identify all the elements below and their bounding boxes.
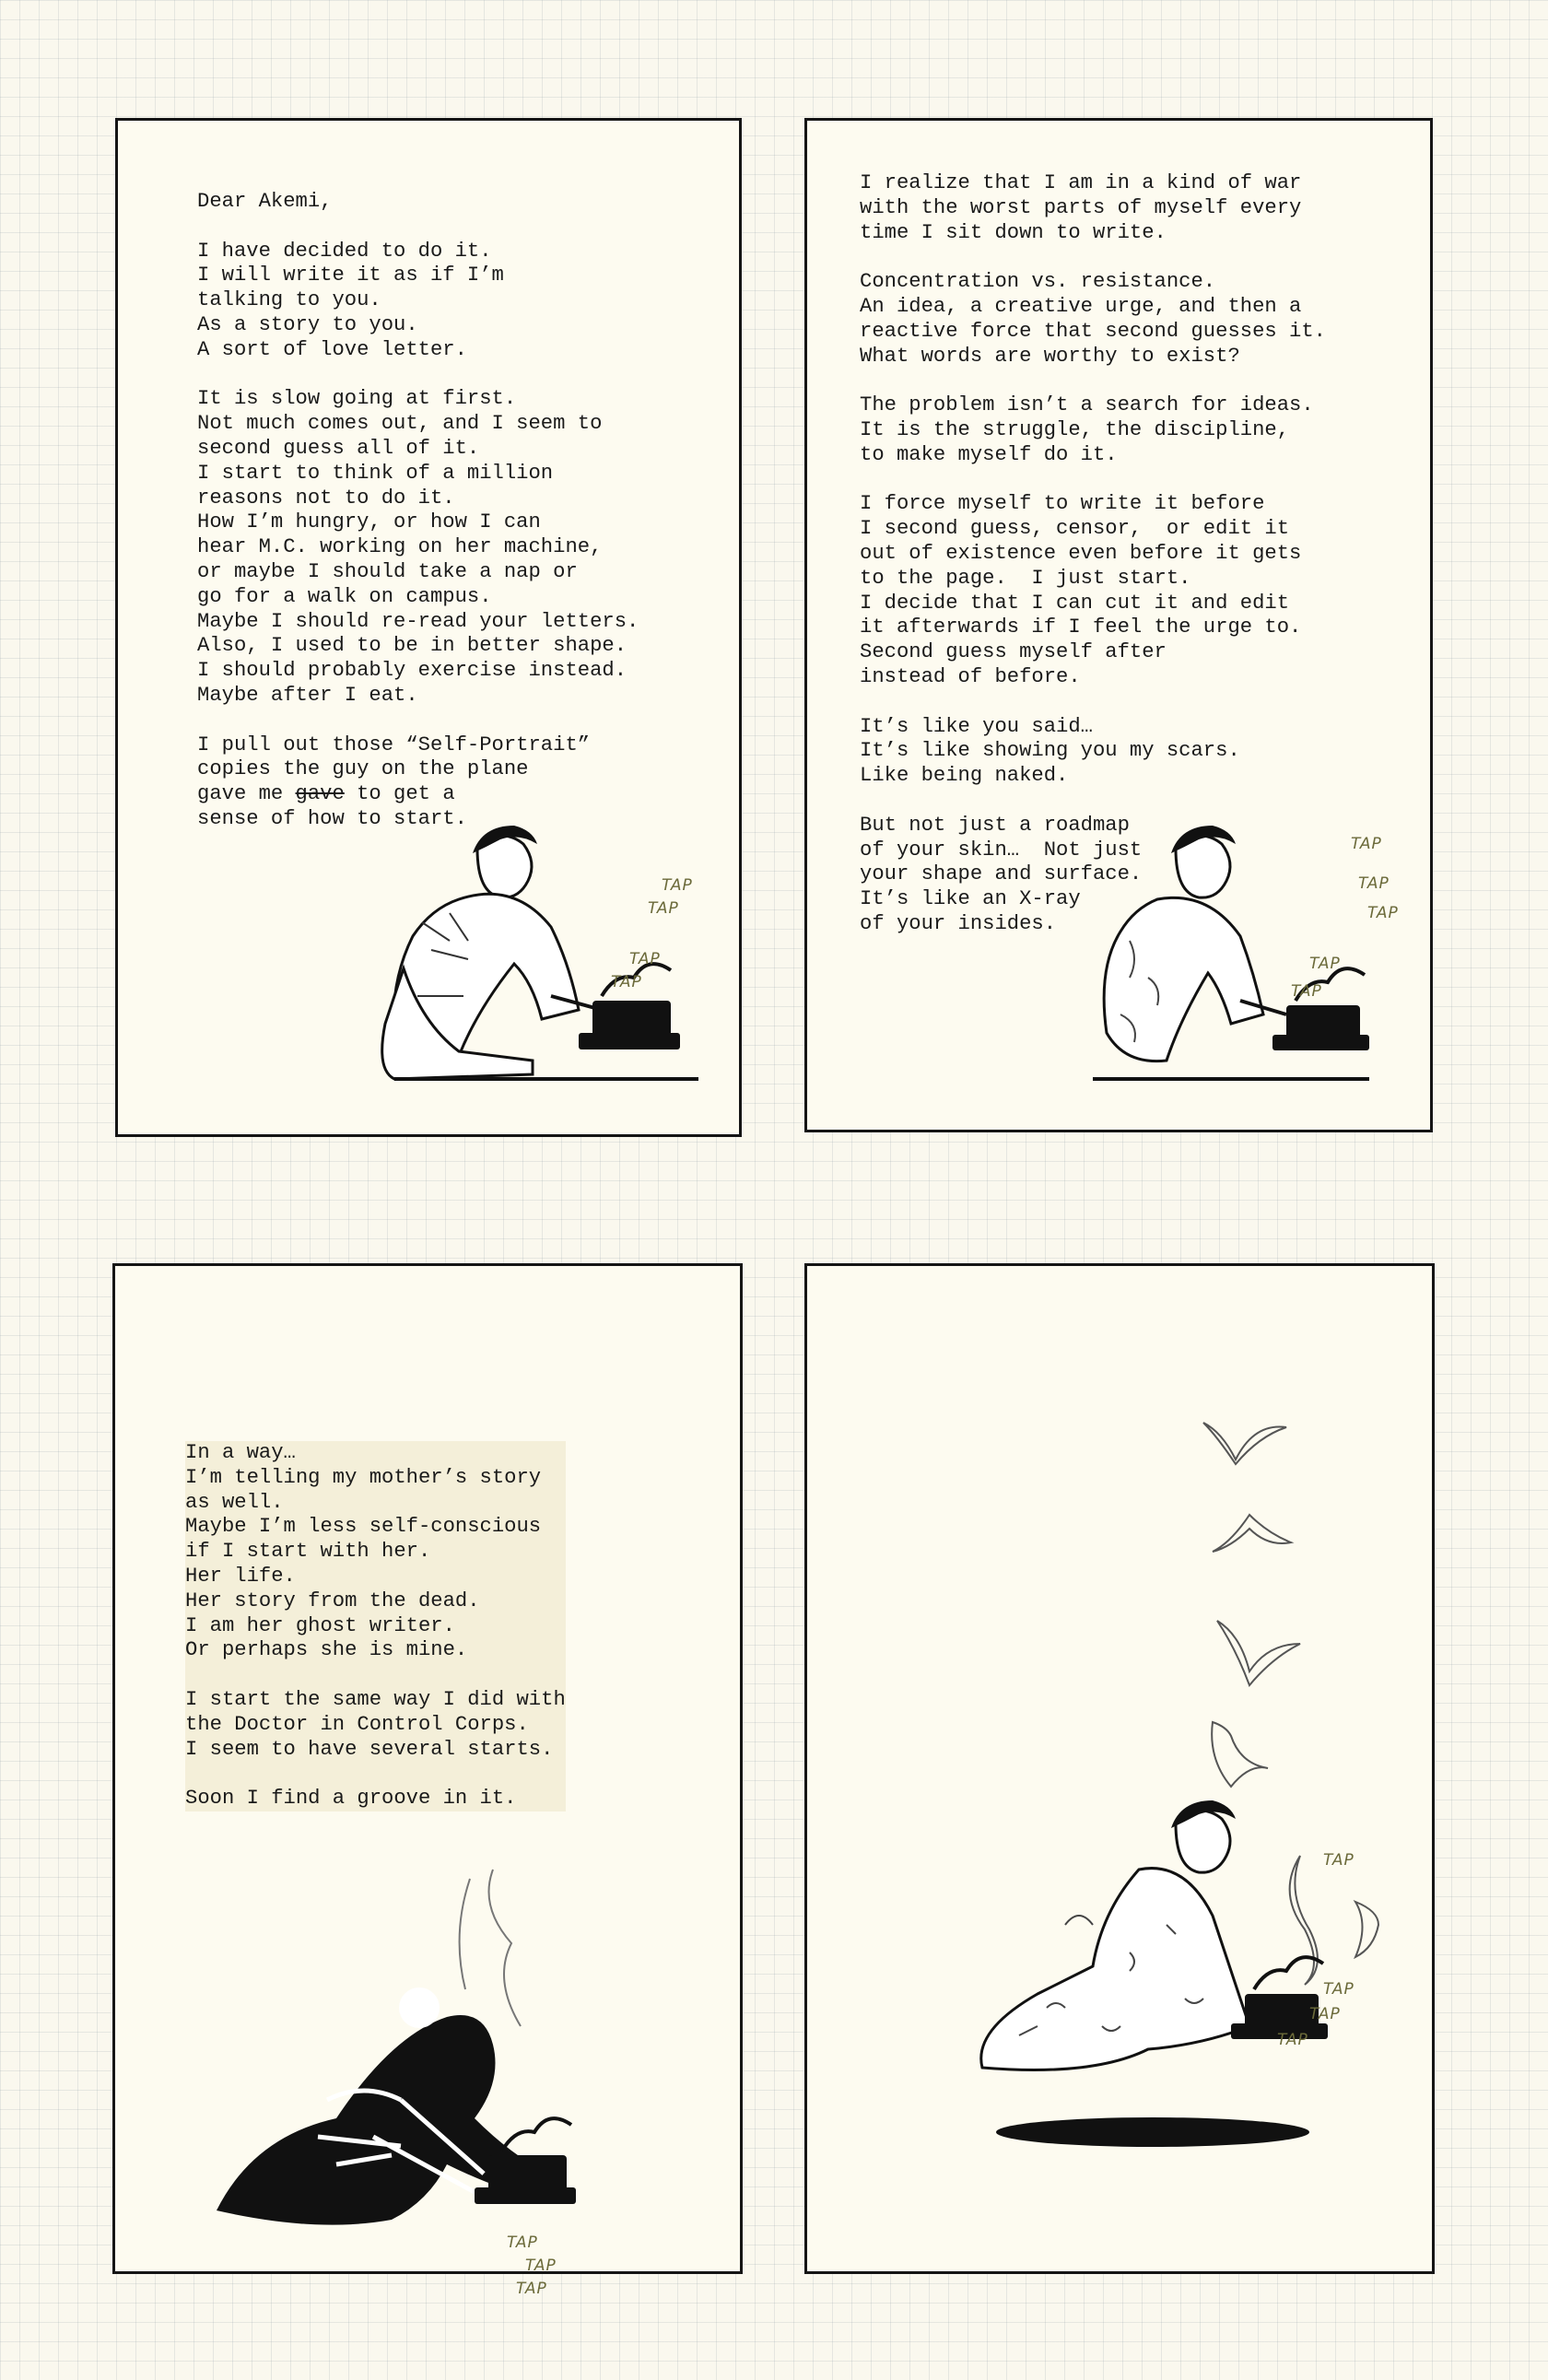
caption-line: I decide that I can cut it and edit — [860, 591, 1290, 615]
caption-line: or maybe I should take a nap or — [197, 559, 578, 583]
caption-line — [197, 782, 639, 807]
caption-paragraph — [185, 1688, 566, 1762]
caption-line: reasons not to do it. — [197, 486, 455, 510]
caption-line: I am her ghost writer. — [185, 1613, 455, 1637]
caption-line: How I’m hungry, or how I can — [197, 510, 541, 534]
struck-word: gave — [295, 782, 345, 806]
woman-in-kimono-typing-illustration — [955, 1768, 1351, 2247]
caption-line: to make myself do it. — [860, 442, 1118, 466]
caption-line: Her story from the dead. — [185, 1589, 480, 1612]
sfx-tap: TAP — [525, 2257, 557, 2275]
caption-paragraph — [860, 492, 1326, 689]
caption-line: go for a walk on campus. — [197, 584, 492, 608]
caption-line: I start to think of a million — [197, 461, 554, 485]
caption-line: second guess all of it. — [197, 436, 480, 460]
caption-line: with the worst parts of myself every — [860, 195, 1302, 219]
woman-typing-illustration — [367, 812, 735, 1134]
caption-line: copies the guy on the plane — [197, 757, 529, 781]
caption-line: to the page. I just start. — [860, 566, 1191, 590]
caption-line: talking to you. — [197, 288, 381, 312]
caption-line: I’m telling my mother’s story — [185, 1465, 542, 1489]
sfx-tap: TAP — [1291, 982, 1322, 1001]
caption-line: your shape and surface. — [860, 862, 1143, 886]
caption-paragraph — [185, 1787, 566, 1811]
caption-line: to get a — [344, 782, 455, 806]
comic-panel-4 — [804, 1263, 1435, 2274]
caption-line: Soon I find a groove in it. — [185, 1787, 517, 1811]
caption-line: In a way… — [185, 1441, 296, 1464]
sfx-tap: TAP — [611, 973, 642, 991]
caption-line: I start the same way I did with — [185, 1687, 566, 1711]
caption-line: Maybe I should re-read your letters. — [197, 609, 639, 633]
caption-paragraph — [860, 715, 1326, 789]
sfx-tap: TAP — [1323, 1980, 1354, 1999]
caption-line: reactive force that second guesses it. — [860, 319, 1326, 343]
sfx-tap: TAP — [1309, 2005, 1341, 2023]
nude-woman-typing-illustration — [1074, 821, 1425, 1134]
caption-line: Maybe I’m less self-conscious — [185, 1515, 542, 1539]
caption-line: Dear Akemi, — [197, 190, 333, 213]
sfx-tap: TAP — [516, 2280, 547, 2298]
caption-line: out of existence even before it gets — [860, 541, 1302, 565]
skeleton-typing-illustration — [189, 1860, 705, 2266]
caption-paragraph — [197, 387, 639, 708]
caption-line: I pull out those “Self-Portrait” — [197, 733, 591, 756]
caption-paragraph — [860, 270, 1326, 369]
caption-line: instead of before. — [860, 664, 1081, 688]
comic-panel-2 — [804, 118, 1433, 1132]
sfx-tap: TAP — [1277, 2031, 1308, 2049]
caption-line: hear M.C. working on her machine, — [197, 535, 603, 559]
caption-line: It’s like an X-ray — [860, 887, 1081, 911]
sfx-tap: TAP — [1323, 1851, 1354, 1870]
caption-line: Second guess myself after — [860, 640, 1167, 664]
caption-line: I will write it as if I’m — [197, 264, 504, 287]
caption-line: It’s like you said… — [860, 714, 1093, 738]
caption-paragraph — [185, 1441, 566, 1663]
caption-line: Not much comes out, and I seem to — [197, 412, 603, 436]
caption-line: A sort of love letter. — [197, 337, 467, 361]
caption-line: What words are worthy to exist? — [860, 344, 1240, 368]
caption-line: Like being naked. — [860, 764, 1069, 788]
caption-line: I second guess, censor, or edit it — [860, 517, 1290, 541]
sfx-tap: TAP — [507, 2233, 538, 2252]
caption-line: It’s like showing you my scars. — [860, 739, 1240, 763]
caption-line: But not just a roadmap — [860, 813, 1130, 837]
sfx-tap: TAP — [662, 876, 693, 895]
caption-line: It is slow going at first. — [197, 387, 517, 411]
caption-line: An idea, a creative urge, and then a — [860, 294, 1302, 318]
caption-line: as well. — [185, 1490, 284, 1514]
caption-line: I should probably exercise instead. — [197, 659, 627, 683]
caption-line: time I sit down to write. — [860, 220, 1167, 244]
caption-mothers-story — [185, 1441, 566, 1811]
sfx-tap: TAP — [629, 950, 661, 968]
caption-line: if I start with her. — [185, 1540, 431, 1564]
caption-letter — [197, 190, 639, 832]
caption-line: The problem isn’t a search for ideas. — [860, 393, 1314, 417]
caption-line: gave me — [197, 782, 296, 806]
caption-line: Concentration vs. resistance. — [860, 270, 1216, 294]
caption-line: Her life. — [185, 1564, 296, 1588]
caption-line: the Doctor in Control Corps. — [185, 1712, 529, 1736]
comic-panel-1 — [115, 118, 742, 1137]
caption-line: Or perhaps she is mine. — [185, 1638, 468, 1662]
sfx-tap: TAP — [648, 899, 679, 918]
sfx-tap: TAP — [1367, 904, 1399, 922]
caption-line: sense of how to start. — [197, 806, 467, 830]
caption-line: I have decided to do it. — [197, 239, 492, 263]
caption-line: As a story to you. — [197, 312, 418, 336]
caption-line: I seem to have several starts. — [185, 1737, 554, 1761]
caption-line: It is the struggle, the discipline, — [860, 417, 1290, 441]
sfx-tap: TAP — [1358, 874, 1390, 893]
caption-line: it afterwards if I feel the urge to. — [860, 616, 1302, 639]
sfx-tap: TAP — [1351, 835, 1382, 853]
caption-paragraph — [860, 171, 1326, 245]
caption-line: Maybe after I eat. — [197, 683, 418, 707]
comic-panel-3 — [112, 1263, 743, 2298]
caption-line: of your skin… Not just — [860, 838, 1143, 862]
caption-line: Also, I used to be in better shape. — [197, 634, 627, 658]
caption-paragraph — [197, 190, 639, 215]
caption-paragraph — [197, 240, 639, 363]
sfx-tap: TAP — [1309, 955, 1341, 973]
caption-line: I force myself to write it before — [860, 492, 1265, 516]
caption-line: I realize that I am in a kind of war — [860, 171, 1302, 194]
caption-paragraph — [860, 393, 1326, 467]
caption-line: of your insides. — [860, 911, 1057, 935]
